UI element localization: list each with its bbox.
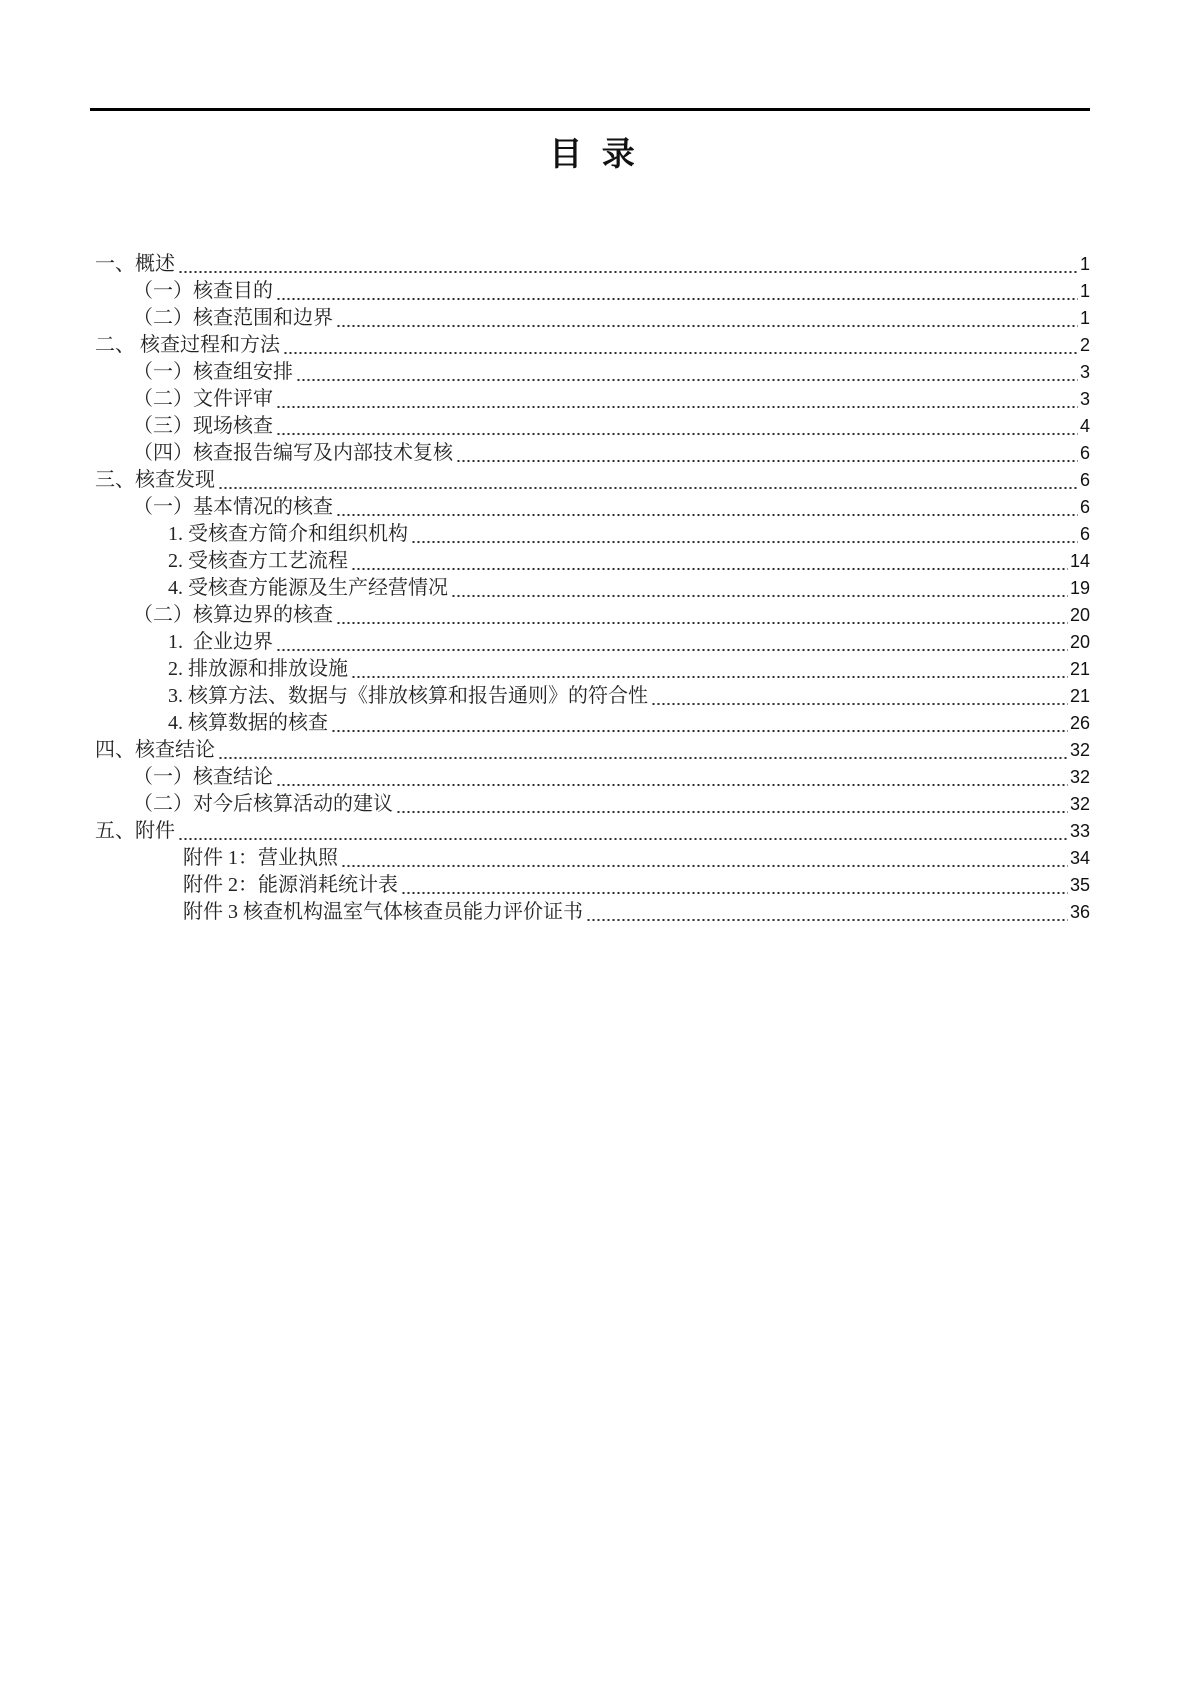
toc-entry-label: 一、概述 xyxy=(95,253,175,275)
toc-entry-page: 36 xyxy=(1069,902,1090,922)
toc-entry[interactable] xyxy=(95,899,1090,926)
toc-leader-dots xyxy=(331,710,1068,737)
toc-entry-page: 20 xyxy=(1069,632,1090,652)
toc-entry-page: 20 xyxy=(1069,605,1090,625)
toc-leader-dots xyxy=(411,521,1078,548)
toc-entry[interactable] xyxy=(95,575,1090,602)
toc-entry[interactable] xyxy=(95,413,1090,440)
toc-leader-dots xyxy=(401,872,1068,899)
toc-entry[interactable] xyxy=(95,494,1090,521)
toc-entry[interactable] xyxy=(95,710,1090,737)
toc-leader-dots xyxy=(341,845,1068,872)
toc-entry-page: 26 xyxy=(1069,713,1090,733)
toc-leader-dots xyxy=(336,305,1078,332)
toc-entry-label: 1. 受核查方简介和组织机构 xyxy=(168,523,408,545)
toc-entry-page: 2 xyxy=(1079,335,1090,355)
toc-entry-page: 1 xyxy=(1079,281,1090,301)
toc-entry-label: （一）基本情况的核查 xyxy=(133,496,333,518)
toc-entry-label: （二）文件评审 xyxy=(133,388,273,410)
toc-entry[interactable] xyxy=(95,737,1090,764)
toc-entry[interactable] xyxy=(95,386,1090,413)
toc-entry[interactable] xyxy=(95,440,1090,467)
toc-entry-label: （三）现场核查 xyxy=(133,415,273,437)
toc-leader-dots xyxy=(651,683,1068,710)
toc-entry[interactable] xyxy=(95,818,1090,845)
toc-leader-dots xyxy=(336,494,1078,521)
toc-leader-dots xyxy=(351,548,1068,575)
toc-leader-dots xyxy=(451,575,1068,602)
toc-entry[interactable] xyxy=(95,521,1090,548)
toc-entry-page: 34 xyxy=(1069,848,1090,868)
toc-entry-label: 附件 2：能源消耗统计表 xyxy=(183,874,398,896)
toc-leader-dots xyxy=(276,413,1078,440)
toc-leader-dots xyxy=(336,602,1068,629)
toc-entry-page: 19 xyxy=(1069,578,1090,598)
toc-leader-dots xyxy=(351,656,1068,683)
toc-entry[interactable] xyxy=(95,278,1090,305)
toc-leader-dots xyxy=(276,764,1068,791)
toc-entry-label: 4. 核算数据的核查 xyxy=(168,712,328,734)
toc-entry-page: 1 xyxy=(1079,254,1090,274)
toc-entry-page: 6 xyxy=(1079,524,1090,544)
toc-entry-page: 21 xyxy=(1069,659,1090,679)
toc-entry[interactable] xyxy=(95,791,1090,818)
toc-entry-label: 3. 核算方法、数据与《排放核算和报告通则》的符合性 xyxy=(168,685,648,707)
toc-entry-page: 32 xyxy=(1069,767,1090,787)
toc-entry-label: （四）核查报告编写及内部技术复核 xyxy=(133,442,453,464)
toc-entry-label: 1. 企业边界 xyxy=(168,631,273,653)
toc-entry-label: （二）核查范围和边界 xyxy=(133,307,333,329)
toc-entry-label: （一）核查组安排 xyxy=(133,361,293,383)
toc-entry[interactable] xyxy=(95,872,1090,899)
toc-entry-page: 33 xyxy=(1069,821,1090,841)
toc-entry-label: 四、核查结论 xyxy=(95,739,215,761)
toc-entry-label: 附件 1：营业执照 xyxy=(183,847,338,869)
toc-entry-label: 五、附件 xyxy=(95,820,175,842)
toc-entry[interactable] xyxy=(95,467,1090,494)
toc-entry-page: 32 xyxy=(1069,794,1090,814)
toc-entry[interactable] xyxy=(95,548,1090,575)
toc-leader-dots xyxy=(276,278,1078,305)
toc-leader-dots xyxy=(396,791,1068,818)
toc-list xyxy=(95,251,1090,926)
toc-entry-page: 3 xyxy=(1079,362,1090,382)
toc-leader-dots xyxy=(178,818,1068,845)
toc-leader-dots xyxy=(276,386,1078,413)
toc-leader-dots xyxy=(218,737,1068,764)
toc-entry[interactable] xyxy=(95,251,1090,278)
header-rule xyxy=(90,108,1090,111)
toc-entry-label: 2. 排放源和排放设施 xyxy=(168,658,348,680)
toc-entry-page: 4 xyxy=(1079,416,1090,436)
toc-entry[interactable] xyxy=(95,683,1090,710)
toc-entry-page: 21 xyxy=(1069,686,1090,706)
page-title: 目 录 xyxy=(549,137,636,173)
toc-entry-page: 32 xyxy=(1069,740,1090,760)
toc-leader-dots xyxy=(296,359,1078,386)
toc-entry-page: 1 xyxy=(1079,308,1090,328)
toc-leader-dots xyxy=(276,629,1068,656)
toc-entry-label: 三、核查发现 xyxy=(95,469,215,491)
toc-entry[interactable] xyxy=(95,359,1090,386)
toc-entry-page: 14 xyxy=(1069,551,1090,571)
toc-entry-label: 2. 受核查方工艺流程 xyxy=(168,550,348,572)
toc-entry[interactable] xyxy=(95,656,1090,683)
toc-leader-dots xyxy=(456,440,1078,467)
toc-entry-label: 4. 受核查方能源及生产经营情况 xyxy=(168,577,448,599)
toc-entry-page: 6 xyxy=(1079,443,1090,463)
toc-entry-label: 二、 核查过程和方法 xyxy=(95,334,280,356)
toc-entry[interactable] xyxy=(95,305,1090,332)
toc-leader-dots xyxy=(178,251,1078,278)
toc-entry[interactable] xyxy=(95,845,1090,872)
toc-entry-label: （二）核算边界的核查 xyxy=(133,604,333,626)
toc-entry-page: 6 xyxy=(1079,497,1090,517)
toc-entry[interactable] xyxy=(95,764,1090,791)
toc-entry-page: 35 xyxy=(1069,875,1090,895)
toc-entry-page: 3 xyxy=(1079,389,1090,409)
toc-entry[interactable] xyxy=(95,629,1090,656)
toc-entry-label: 附件 3 核查机构温室气体核查员能力评价证书 xyxy=(183,901,583,923)
toc-entry-label: （一）核查结论 xyxy=(133,766,273,788)
toc-entry-page: 6 xyxy=(1079,470,1090,490)
toc-leader-dots xyxy=(218,467,1078,494)
toc-entry-label: （二）对今后核算活动的建议 xyxy=(133,793,393,815)
toc-leader-dots xyxy=(283,332,1078,359)
toc-leader-dots xyxy=(586,899,1068,926)
toc-entry[interactable] xyxy=(95,332,1090,359)
toc-entry[interactable] xyxy=(95,602,1090,629)
toc-entry-label: （一）核查目的 xyxy=(133,280,273,302)
